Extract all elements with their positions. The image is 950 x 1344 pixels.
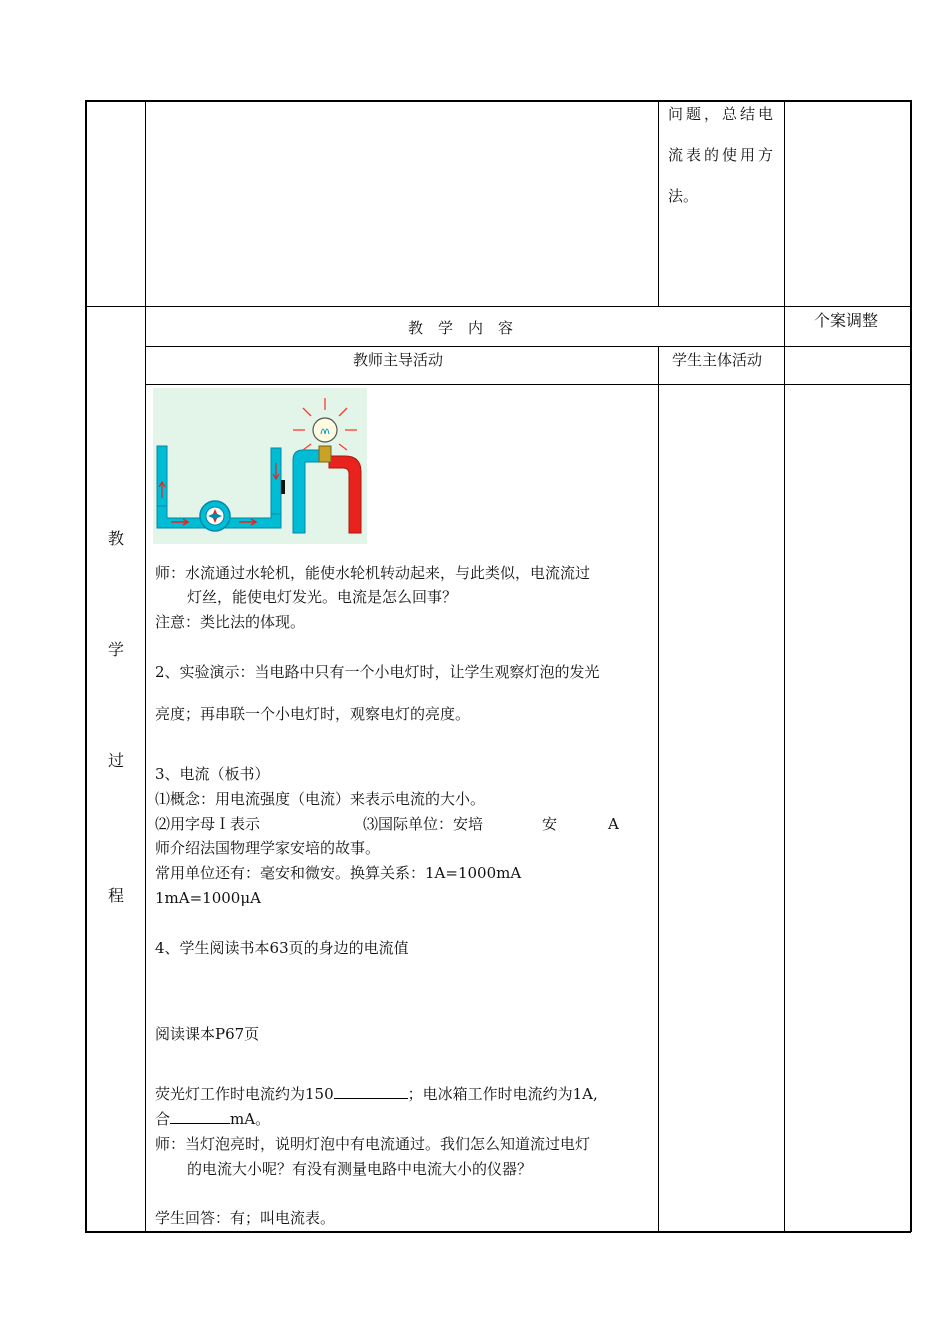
row-divider-3 (145, 384, 911, 385)
content-line-8b: ⑶国际单位：安培 (363, 815, 484, 833)
col-divider-label (145, 100, 146, 1232)
content-line-9: 师介绍法国物理学家安培的故事。 (155, 839, 381, 857)
content-line-11: 1mA=1000μA (155, 889, 261, 907)
row-divider-1 (85, 306, 911, 307)
content-line-14 (155, 1084, 598, 1104)
row-divider-2 (145, 346, 911, 347)
table-right-border (910, 100, 912, 1232)
content-line-15 (155, 1109, 270, 1129)
table-left-border (85, 100, 87, 1232)
content-line-8d: A (608, 815, 619, 833)
label-char-2: 学 (107, 640, 124, 659)
label-char-3: 过 (107, 751, 124, 770)
fridge-text: ；电冰箱工作时电流约为1A, (407, 1085, 598, 1103)
adjust-title: 个案调整 (814, 311, 879, 330)
student-text-line-3: 法。 (668, 187, 699, 205)
student-text-line-2: 流表的使用方 (668, 146, 777, 164)
content-line-6: 3、电流（板书） (155, 765, 270, 783)
content-line-2: 灯丝，能使电灯发光。电流是怎么回事？ (187, 588, 458, 606)
content-line-8a: ⑵用字母Ｉ表示 (155, 815, 261, 833)
fluorescent-text: 荧光灯工作时电流约为150 (155, 1085, 334, 1103)
content-line-18: 学生回答：有；叫电流表。 (155, 1209, 336, 1227)
content-line-7: ⑴概念：用电流强度（电流）来表示电流的大小。 (155, 790, 486, 808)
table-top-border (85, 100, 911, 102)
content-line-3: 注意：类比法的体现。 (155, 613, 306, 631)
col-divider-student-bottom (658, 346, 659, 1232)
content-line-10: 常用单位还有：毫安和微安。换算关系：1A=1000mA (155, 864, 522, 882)
label-char-4: 程 (107, 886, 124, 905)
student-col-title: 学生主体活动 (672, 351, 763, 369)
content-line-4: 2、实验演示：当电路中只有一个小电灯时，让学生观察灯泡的发光 (155, 663, 600, 681)
label-char-1: 教 (107, 529, 124, 548)
content-line-5: 亮度；再串联一个小电灯时，观察电灯的亮度。 (155, 705, 471, 723)
content-line-1: 师：水流通过水轮机，能使水轮机转动起来，与此类似，电流流过 (155, 564, 591, 582)
ma-text: mA。 (230, 1110, 271, 1128)
blank-fill-2[interactable] (170, 1109, 230, 1124)
col-divider-adjust (784, 100, 785, 1232)
water-electric-analogy-illustration (153, 388, 367, 544)
content-line-13: 阅读课本P67页 (155, 1025, 260, 1043)
content-title: 教 学 内 容 (408, 319, 514, 337)
content-line-16: 师：当灯泡亮时，说明灯泡中有电流通过。我们怎么知道流过电灯 (155, 1135, 591, 1153)
content-line-17: 的电流大小呢？有没有测量电路中电流大小的仪器？ (187, 1160, 533, 1178)
student-text-line-1: 问题，总结电 (668, 105, 777, 123)
table-bottom-border (85, 1231, 911, 1233)
content-line-8c: 安 (542, 815, 558, 833)
he-text: 合 (155, 1110, 171, 1128)
blank-fill-1[interactable] (334, 1084, 408, 1099)
content-line-12: 4、学生阅读书本63页的身边的电流值 (155, 939, 409, 957)
col-divider-student-top (658, 100, 659, 306)
teacher-col-title: 教师主导活动 (353, 351, 444, 369)
